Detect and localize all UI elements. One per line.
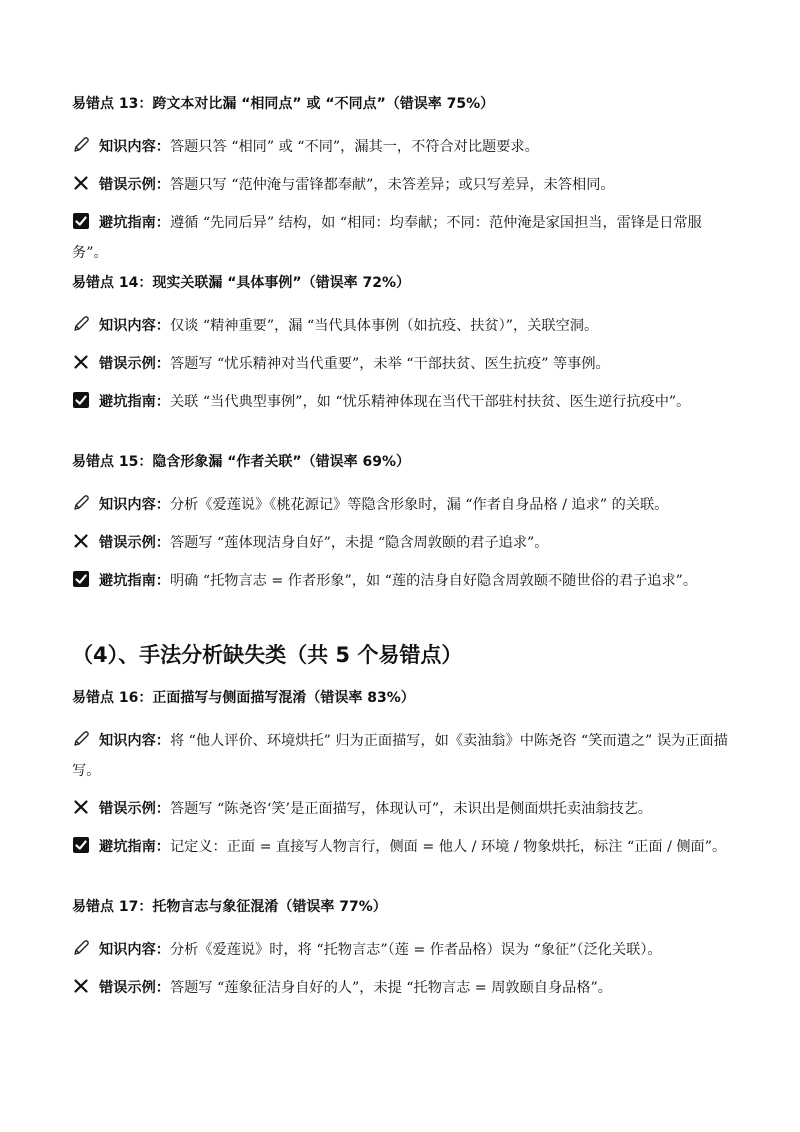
section-title: （4）、手法分析缺失类（共 5 个易错点） xyxy=(72,643,463,667)
guide-line xyxy=(72,208,732,268)
cross-icon xyxy=(72,353,90,371)
error-text: 答题写 “忧乐精神对当代重要”，未举 “干部扶贫、医生抗疫” 等事例。 xyxy=(169,356,610,372)
knowledge-label: 知识内容： xyxy=(99,733,170,749)
guide-label: 避坑指南： xyxy=(99,394,170,410)
pencil-icon xyxy=(72,939,90,957)
entry-heading: 易错点 16：正面描写与侧面描写混淆（错误率 83%） xyxy=(72,690,415,706)
error-label: 错误示例： xyxy=(99,535,170,551)
entry-13 xyxy=(72,94,732,268)
knowledge-text: 答题只答 “相同” 或 “不同”，漏其一，不符合对比题要求。 xyxy=(169,139,539,155)
guide-text: 遵循 “先同后异” 结构，如 “相同：均奉献；不同：范仲淹是家国担当，雷锋是日常服务”。 xyxy=(72,215,702,261)
cross-icon xyxy=(72,532,90,550)
knowledge-label: 知识内容： xyxy=(99,497,170,513)
cross-icon xyxy=(72,174,90,192)
guide-text: 明确 “托物言志 = 作者形象”，如 “莲的洁身自好隐含周敦颐不随世俗的君子追求”。 xyxy=(169,573,698,589)
entry-15 xyxy=(72,452,732,596)
guide-line xyxy=(72,387,732,417)
pencil-icon xyxy=(72,494,90,512)
checkbox-check-icon xyxy=(72,836,90,854)
pencil-icon xyxy=(72,315,90,333)
guide-label: 避坑指南： xyxy=(99,573,170,589)
cross-icon xyxy=(72,977,90,995)
entry-heading: 易错点 13：跨文本对比漏 “相同点” 或 “不同点”（错误率 75%） xyxy=(72,96,495,112)
error-line xyxy=(72,528,732,558)
guide-text: 记定义：正面 = 直接写人物言行，侧面 = 他人 / 环境 / 物象烘托，标注 “正面 / 侧面”。 xyxy=(169,839,727,855)
cross-icon xyxy=(72,798,90,816)
guide-line xyxy=(72,566,732,596)
knowledge-text: 仅谈 “精神重要”，漏 “当代具体事例（如抗疫、扶贫）”，关联空洞。 xyxy=(169,318,599,334)
error-text: 答题写 “莲体现洁身自好”，未提 “隐含周敦颐的君子追求”。 xyxy=(169,535,549,551)
guide-text: 关联 “当代典型事例”，如 “忧乐精神体现在当代干部驻村扶贫、医生逆行抗疫中”。 xyxy=(169,394,691,410)
guide-label: 避坑指南： xyxy=(99,215,170,231)
error-label: 错误示例： xyxy=(99,980,170,996)
pencil-icon xyxy=(72,136,90,154)
knowledge-line xyxy=(72,490,732,520)
knowledge-line xyxy=(72,935,732,965)
error-text: 答题只写 “范仲淹与雷锋都奉献”，未答差异；或只写差异，未答相同。 xyxy=(169,177,615,193)
checkbox-check-icon xyxy=(72,212,90,230)
knowledge-text: 分析《爱莲说》《桃花源记》等隐含形象时，漏 “作者自身品格 / 追求” 的关联。 xyxy=(169,497,669,513)
knowledge-text: 将 “他人评价、环境烘托” 归为正面描写，如《卖油翁》中陈尧咨 “笑而遣之” 误为正面描写。 xyxy=(72,733,728,779)
entry-heading: 易错点 15：隐含形象漏 “作者关联”（错误率 69%） xyxy=(72,454,411,470)
knowledge-line xyxy=(72,726,732,786)
checkbox-check-icon xyxy=(72,570,90,588)
error-text: 答题写 “莲象征洁身自好的人”，未提 “托物言志 = 周敦颐自身品格”。 xyxy=(169,980,612,996)
knowledge-label: 知识内容： xyxy=(99,318,170,334)
guide-label: 避坑指南： xyxy=(99,839,170,855)
error-label: 错误示例： xyxy=(99,801,170,817)
knowledge-text: 分析《爱莲说》时，将 “托物言志”（莲 = 作者品格）误为 “象征”（泛化关联）。 xyxy=(169,942,662,958)
checkbox-check-icon xyxy=(72,391,90,409)
entry-14 xyxy=(72,273,732,417)
error-label: 错误示例： xyxy=(99,177,170,193)
entry-16 xyxy=(72,688,732,862)
entry-17 xyxy=(72,897,732,1003)
knowledge-line xyxy=(72,132,732,162)
entry-heading: 易错点 14：现实关联漏 “具体事例”（错误率 72%） xyxy=(72,275,411,291)
entry-heading: 易错点 17：托物言志与象征混淆（错误率 77%） xyxy=(72,899,387,915)
guide-line xyxy=(72,832,732,862)
pencil-icon xyxy=(72,730,90,748)
error-line xyxy=(72,170,732,200)
error-line xyxy=(72,973,732,1003)
knowledge-label: 知识内容： xyxy=(99,942,170,958)
error-label: 错误示例： xyxy=(99,356,170,372)
error-line xyxy=(72,794,732,824)
error-line xyxy=(72,349,732,379)
knowledge-line xyxy=(72,311,732,341)
error-text: 答题写 “陈尧咨‘笑’是正面描写，体现认可”，未识出是侧面烘托卖油翁技艺。 xyxy=(169,801,652,817)
knowledge-label: 知识内容： xyxy=(99,139,170,155)
